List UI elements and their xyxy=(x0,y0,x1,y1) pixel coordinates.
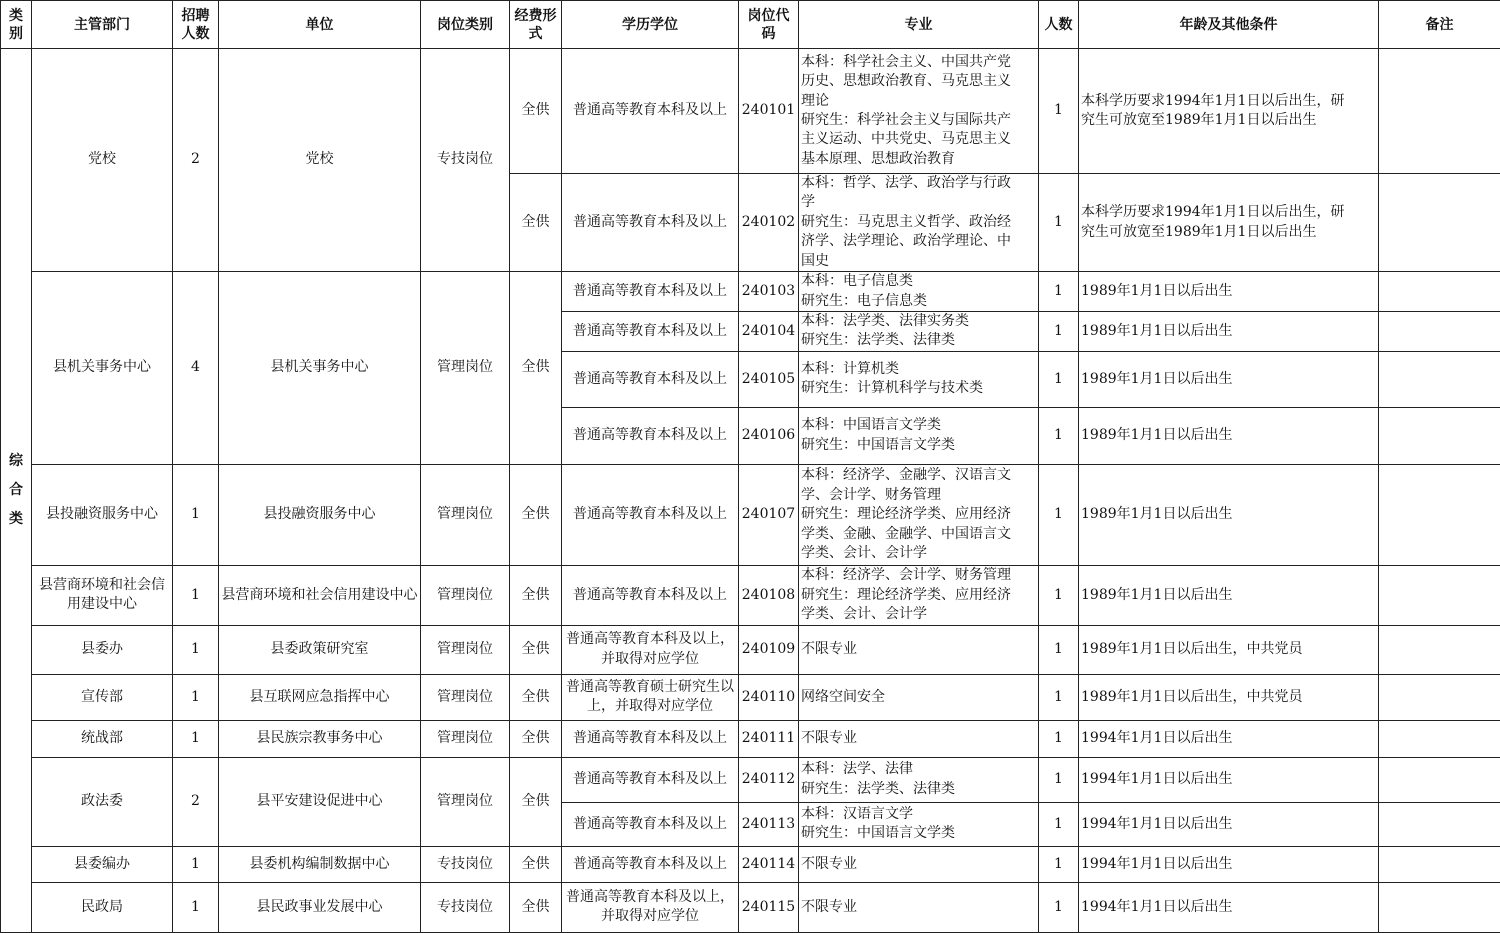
table-row xyxy=(1,464,1500,565)
table-row xyxy=(1,846,1500,882)
recruit-count-cell: 1 xyxy=(173,464,219,565)
major-cell xyxy=(799,757,1039,802)
position-code-cell: 240101 xyxy=(739,49,799,174)
conditions-cell: 1989年1月1日以后出生 xyxy=(1079,565,1379,625)
category-cell xyxy=(1,49,32,933)
recruit-count-cell: 1 xyxy=(173,674,219,720)
remarks-cell xyxy=(1379,674,1500,720)
position-code-cell: 240107 xyxy=(739,464,799,565)
major-cell xyxy=(799,464,1039,565)
header-education: 学历学位 xyxy=(562,1,739,49)
conditions-cell xyxy=(1079,174,1379,272)
unit-cell: 县平安建设促进中心 xyxy=(219,757,421,846)
remarks-cell xyxy=(1379,565,1500,625)
education-cell: 普通高等教育本科及以上 xyxy=(562,49,739,174)
education-cell: 普通高等教育本科及以上 xyxy=(562,846,739,882)
position-code-cell: 240102 xyxy=(739,174,799,272)
unit-cell: 县互联网应急指挥中心 xyxy=(219,674,421,720)
count-cell: 1 xyxy=(1039,272,1079,312)
major-line: 研究生：电子信息类 xyxy=(801,292,1036,311)
position-code-cell: 240112 xyxy=(739,757,799,802)
header-recruit-count: 招聘人数 xyxy=(173,1,219,49)
count-cell: 1 xyxy=(1039,464,1079,565)
funding-cell: 全供 xyxy=(510,846,562,882)
position-type-cell: 专技岗位 xyxy=(421,49,510,272)
education-cell: 普通高等教育本科及以上 xyxy=(562,802,739,846)
conditions-cell: 1994年1月1日以后出生 xyxy=(1079,757,1379,802)
unit-cell: 党校 xyxy=(219,49,421,272)
major-line: 本科：中国语言文学类 xyxy=(801,416,1036,435)
header-remarks: 备注 xyxy=(1379,1,1500,49)
department-cell: 党校 xyxy=(32,49,173,272)
position-type-cell: 管理岗位 xyxy=(421,464,510,565)
position-code-cell: 240108 xyxy=(739,565,799,625)
unit-cell: 县民政事业发展中心 xyxy=(219,882,421,932)
header-position-code: 岗位代码 xyxy=(739,1,799,49)
department-cell: 宣传部 xyxy=(32,674,173,720)
education-cell: 普通高等教育本科及以上 xyxy=(562,272,739,312)
position-type-cell: 管理岗位 xyxy=(421,272,510,465)
department-cell: 县委编办 xyxy=(32,846,173,882)
major-line: 研究生：中国语言文学类 xyxy=(801,436,1036,455)
major-line: 本科：汉语言文学 xyxy=(801,805,1036,824)
major-line: 学 xyxy=(801,193,1036,212)
conditions-cell: 1994年1月1日以后出生 xyxy=(1079,882,1379,932)
remarks-cell xyxy=(1379,49,1500,174)
major-line: 学类、会计、会计学 xyxy=(801,605,1036,624)
major-line: 本科：经济学、会计学、财务管理 xyxy=(801,566,1036,585)
major-cell xyxy=(799,407,1039,464)
unit-cell: 县民族宗教事务中心 xyxy=(219,720,421,757)
position-code-cell: 240104 xyxy=(739,312,799,352)
conditions-cell: 1989年1月1日以后出生，中共党员 xyxy=(1079,674,1379,720)
header-category: 类别 xyxy=(1,1,32,49)
count-cell: 1 xyxy=(1039,882,1079,932)
count-cell: 1 xyxy=(1039,174,1079,272)
count-cell: 1 xyxy=(1039,49,1079,174)
major-line: 国史 xyxy=(801,252,1036,271)
count-cell: 1 xyxy=(1039,674,1079,720)
funding-cell: 全供 xyxy=(510,174,562,272)
major-line: 研究生：法学类、法律类 xyxy=(801,780,1036,799)
conditions-cell: 1989年1月1日以后出生 xyxy=(1079,272,1379,312)
major-line: 本科：电子信息类 xyxy=(801,272,1036,291)
position-code-cell: 240103 xyxy=(739,272,799,312)
position-type-cell: 管理岗位 xyxy=(421,757,510,846)
position-type-cell: 专技岗位 xyxy=(421,846,510,882)
major-cell: 网络空间安全 xyxy=(799,674,1039,720)
position-code-cell: 240113 xyxy=(739,802,799,846)
education-cell: 普通高等教育本科及以上 xyxy=(562,720,739,757)
department-cell: 统战部 xyxy=(32,720,173,757)
funding-cell: 全供 xyxy=(510,565,562,625)
conditions-cell xyxy=(1079,49,1379,174)
recruit-count-cell: 2 xyxy=(173,757,219,846)
remarks-cell xyxy=(1379,882,1500,932)
remarks-cell xyxy=(1379,720,1500,757)
remarks-cell xyxy=(1379,757,1500,802)
education-cell: 普通高等教育本科及以上 xyxy=(562,464,739,565)
position-type-cell: 管理岗位 xyxy=(421,565,510,625)
funding-cell: 全供 xyxy=(510,757,562,846)
count-cell: 1 xyxy=(1039,846,1079,882)
category-char: 类 xyxy=(1,505,31,534)
major-line: 研究生：理论经济学类、应用经济 xyxy=(801,586,1036,605)
conditions-cell: 1994年1月1日以后出生 xyxy=(1079,802,1379,846)
remarks-cell xyxy=(1379,846,1500,882)
major-cell xyxy=(799,272,1039,312)
recruit-count-cell: 1 xyxy=(173,882,219,932)
education-cell: 普通高等教育本科及以上，并取得对应学位 xyxy=(562,625,739,674)
conditions-cell: 1989年1月1日以后出生 xyxy=(1079,464,1379,565)
funding-cell: 全供 xyxy=(510,882,562,932)
major-cell xyxy=(799,49,1039,174)
recruit-count-cell: 1 xyxy=(173,565,219,625)
conditions-line: 本科学历要求1994年1月1日以后出生，研 xyxy=(1081,203,1376,222)
department-cell: 民政局 xyxy=(32,882,173,932)
major-line: 理论 xyxy=(801,92,1036,111)
header-row xyxy=(1,1,1500,49)
count-cell: 1 xyxy=(1039,802,1079,846)
education-cell: 普通高等教育本科及以上 xyxy=(562,407,739,464)
major-line: 研究生：中国语言文学类 xyxy=(801,824,1036,843)
major-line: 研究生：科学社会主义与国际共产 xyxy=(801,111,1036,130)
major-line: 主义运动、中共党史、马克思主义 xyxy=(801,130,1036,149)
major-line: 研究生：理论经济学类、应用经济 xyxy=(801,505,1036,524)
major-line: 研究生：计算机科学与技术类 xyxy=(801,379,1036,398)
table-row xyxy=(1,565,1500,625)
major-cell xyxy=(799,351,1039,407)
major-cell xyxy=(799,565,1039,625)
funding-cell: 全供 xyxy=(510,625,562,674)
table-row xyxy=(1,49,1500,174)
position-code-cell: 240115 xyxy=(739,882,799,932)
recruit-count-cell: 1 xyxy=(173,846,219,882)
remarks-cell xyxy=(1379,174,1500,272)
table-row xyxy=(1,757,1500,802)
header-count: 人数 xyxy=(1039,1,1079,49)
conditions-cell: 1989年1月1日以后出生 xyxy=(1079,351,1379,407)
major-line: 本科：法学、法律 xyxy=(801,760,1036,779)
department-cell: 县营商环境和社会信用建设中心 xyxy=(32,565,173,625)
conditions-cell: 1989年1月1日以后出生 xyxy=(1079,312,1379,352)
category-char: 合 xyxy=(1,476,31,505)
department-cell: 政法委 xyxy=(32,757,173,846)
remarks-cell xyxy=(1379,625,1500,674)
position-code-cell: 240111 xyxy=(739,720,799,757)
major-line: 本科：经济学、金融学、汉语言文 xyxy=(801,466,1036,485)
conditions-cell: 1989年1月1日以后出生 xyxy=(1079,407,1379,464)
department-cell: 县投融资服务中心 xyxy=(32,464,173,565)
major-cell xyxy=(799,802,1039,846)
recruit-count-cell: 1 xyxy=(173,720,219,757)
position-type-cell: 管理岗位 xyxy=(421,720,510,757)
recruit-count-cell: 2 xyxy=(173,49,219,272)
position-code-cell: 240109 xyxy=(739,625,799,674)
conditions-cell: 1989年1月1日以后出生，中共党员 xyxy=(1079,625,1379,674)
table-row xyxy=(1,720,1500,757)
unit-cell: 县机关事务中心 xyxy=(219,272,421,465)
header-department: 主管部门 xyxy=(32,1,173,49)
major-line: 研究生：马克思主义哲学、政治经 xyxy=(801,213,1036,232)
recruit-count-cell: 4 xyxy=(173,272,219,465)
table-row xyxy=(1,625,1500,674)
funding-cell: 全供 xyxy=(510,49,562,174)
conditions-line: 究生可放宽至1989年1月1日以后出生 xyxy=(1081,111,1376,130)
education-cell: 普通高等教育硕士研究生以上，并取得对应学位 xyxy=(562,674,739,720)
education-cell: 普通高等教育本科及以上 xyxy=(562,565,739,625)
count-cell: 1 xyxy=(1039,565,1079,625)
category-char: 综 xyxy=(1,447,31,476)
major-cell: 不限专业 xyxy=(799,882,1039,932)
header-position-type: 岗位类别 xyxy=(421,1,510,49)
count-cell: 1 xyxy=(1039,757,1079,802)
funding-cell: 全供 xyxy=(510,464,562,565)
major-cell xyxy=(799,174,1039,272)
funding-cell: 全供 xyxy=(510,272,562,465)
unit-cell: 县投融资服务中心 xyxy=(219,464,421,565)
conditions-cell: 1994年1月1日以后出生 xyxy=(1079,846,1379,882)
remarks-cell xyxy=(1379,464,1500,565)
remarks-cell xyxy=(1379,802,1500,846)
major-line: 本科：法学类、法律实务类 xyxy=(801,312,1036,331)
unit-cell: 县营商环境和社会信用建设中心 xyxy=(219,565,421,625)
count-cell: 1 xyxy=(1039,625,1079,674)
conditions-line: 本科学历要求1994年1月1日以后出生，研 xyxy=(1081,92,1376,111)
table-row xyxy=(1,272,1500,312)
major-line: 基本原理、思想政治教育 xyxy=(801,150,1036,169)
remarks-cell xyxy=(1379,272,1500,312)
conditions-line: 究生可放宽至1989年1月1日以后出生 xyxy=(1081,223,1376,242)
funding-cell: 全供 xyxy=(510,720,562,757)
major-cell xyxy=(799,312,1039,352)
major-cell: 不限专业 xyxy=(799,625,1039,674)
education-cell: 普通高等教育本科及以上 xyxy=(562,351,739,407)
major-line: 本科：哲学、法学、政治学与行政 xyxy=(801,174,1036,193)
conditions-cell: 1994年1月1日以后出生 xyxy=(1079,720,1379,757)
position-type-cell: 专技岗位 xyxy=(421,882,510,932)
header-unit: 单位 xyxy=(219,1,421,49)
major-cell: 不限专业 xyxy=(799,846,1039,882)
major-cell: 不限专业 xyxy=(799,720,1039,757)
major-line: 学类、金融、金融学、中国语言文 xyxy=(801,525,1036,544)
major-line: 学、会计学、财务管理 xyxy=(801,486,1036,505)
header-funding: 经费形式 xyxy=(510,1,562,49)
header-conditions: 年龄及其他条件 xyxy=(1079,1,1379,49)
major-line: 研究生：法学类、法律类 xyxy=(801,331,1036,350)
unit-cell: 县委政策研究室 xyxy=(219,625,421,674)
department-cell: 县委办 xyxy=(32,625,173,674)
count-cell: 1 xyxy=(1039,312,1079,352)
position-code-cell: 240114 xyxy=(739,846,799,882)
count-cell: 1 xyxy=(1039,407,1079,464)
education-cell: 普通高等教育本科及以上 xyxy=(562,757,739,802)
department-cell: 县机关事务中心 xyxy=(32,272,173,465)
education-cell: 普通高等教育本科及以上 xyxy=(562,174,739,272)
major-line: 本科：计算机类 xyxy=(801,360,1036,379)
funding-cell: 全供 xyxy=(510,674,562,720)
table-row xyxy=(1,674,1500,720)
count-cell: 1 xyxy=(1039,720,1079,757)
remarks-cell xyxy=(1379,407,1500,464)
recruit-count-cell: 1 xyxy=(173,625,219,674)
education-cell: 普通高等教育本科及以上，并取得对应学位 xyxy=(562,882,739,932)
position-type-cell: 管理岗位 xyxy=(421,625,510,674)
position-type-cell: 管理岗位 xyxy=(421,674,510,720)
position-code-cell: 240106 xyxy=(739,407,799,464)
major-line: 济学、法学理论、政治学理论、中 xyxy=(801,232,1036,251)
unit-cell: 县委机构编制数据中心 xyxy=(219,846,421,882)
major-line: 本科：科学社会主义、中国共产党 xyxy=(801,53,1036,72)
position-code-cell: 240110 xyxy=(739,674,799,720)
major-line: 学类、会计、会计学 xyxy=(801,544,1036,563)
education-cell: 普通高等教育本科及以上 xyxy=(562,312,739,352)
position-code-cell: 240105 xyxy=(739,351,799,407)
remarks-cell xyxy=(1379,351,1500,407)
header-major: 专业 xyxy=(799,1,1039,49)
table-row xyxy=(1,882,1500,932)
count-cell: 1 xyxy=(1039,351,1079,407)
remarks-cell xyxy=(1379,312,1500,352)
major-line: 历史、思想政治教育、马克思主义 xyxy=(801,72,1036,91)
